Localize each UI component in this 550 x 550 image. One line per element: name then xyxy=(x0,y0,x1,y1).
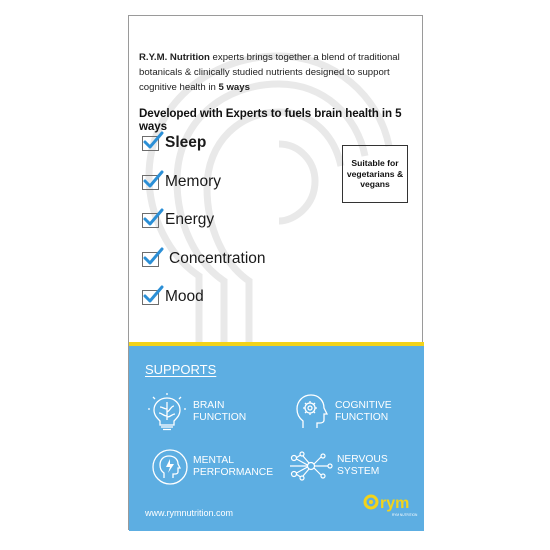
checkbox-icon xyxy=(142,290,159,305)
intro-emphasis: 5 ways xyxy=(218,82,250,93)
checkbox-icon xyxy=(142,136,159,151)
feature-line: FUNCTION xyxy=(335,412,389,423)
benefit-label: Memory xyxy=(165,173,221,190)
benefit-item-mood xyxy=(142,284,204,310)
head-gear-icon xyxy=(291,392,331,432)
feature-label xyxy=(335,400,392,424)
intro-text: experts brings together a blend of traditional botanicals & clinically studied nutrients designed to support cognitive health in xyxy=(139,52,400,93)
brain-bulb-icon xyxy=(145,392,189,432)
feature-line: MENTAL xyxy=(193,455,235,466)
logo-tagline: RYM NUTRITION xyxy=(392,513,418,517)
checkbox-icon xyxy=(142,175,159,190)
benefit-label: Sleep xyxy=(165,134,207,151)
benefit-item-memory xyxy=(142,169,221,195)
intro-paragraph xyxy=(139,50,419,95)
checkbox-icon xyxy=(142,213,159,228)
vegetarian-badge: Suitable for vegetarians & vegans xyxy=(342,145,408,203)
feature-line: FUNCTION xyxy=(193,412,247,423)
benefit-item-sleep xyxy=(142,130,206,156)
neural-network-icon xyxy=(289,450,333,482)
feature-line: PERFORMANCE xyxy=(193,467,274,478)
checkbox-icon xyxy=(142,252,159,267)
benefit-item-concentration xyxy=(142,246,266,272)
website-link[interactable]: www.rymnutrition.com xyxy=(145,508,234,518)
feature-label xyxy=(337,454,388,478)
feature-line: BRAIN xyxy=(193,400,225,411)
feature-label xyxy=(193,455,273,479)
brand-name: R.Y.M. Nutrition xyxy=(139,52,210,63)
headline: Developed with Experts to fuels brain health in 5 ways xyxy=(139,107,402,133)
benefit-label: Energy xyxy=(165,211,215,228)
product-info-card xyxy=(128,15,423,530)
feature-line: SYSTEM xyxy=(337,466,380,477)
feature-nervous-system xyxy=(289,450,388,482)
supports-heading: SUPPORTS xyxy=(145,362,217,377)
feature-line: COGNITIVE xyxy=(335,400,392,411)
feature-label xyxy=(193,400,246,424)
feature-brain-function xyxy=(145,392,246,432)
benefit-label: Mood xyxy=(165,288,204,305)
benefit-item-energy xyxy=(142,207,214,233)
head-lightning-icon xyxy=(151,448,189,486)
feature-cognitive-function xyxy=(291,392,392,432)
supports-panel xyxy=(129,346,424,531)
feature-line: NERVOUS xyxy=(337,454,388,465)
benefit-label: Concentration xyxy=(169,250,266,267)
logo-text: rym xyxy=(380,495,410,512)
feature-mental-performance xyxy=(151,448,273,486)
rym-logo xyxy=(363,488,418,522)
